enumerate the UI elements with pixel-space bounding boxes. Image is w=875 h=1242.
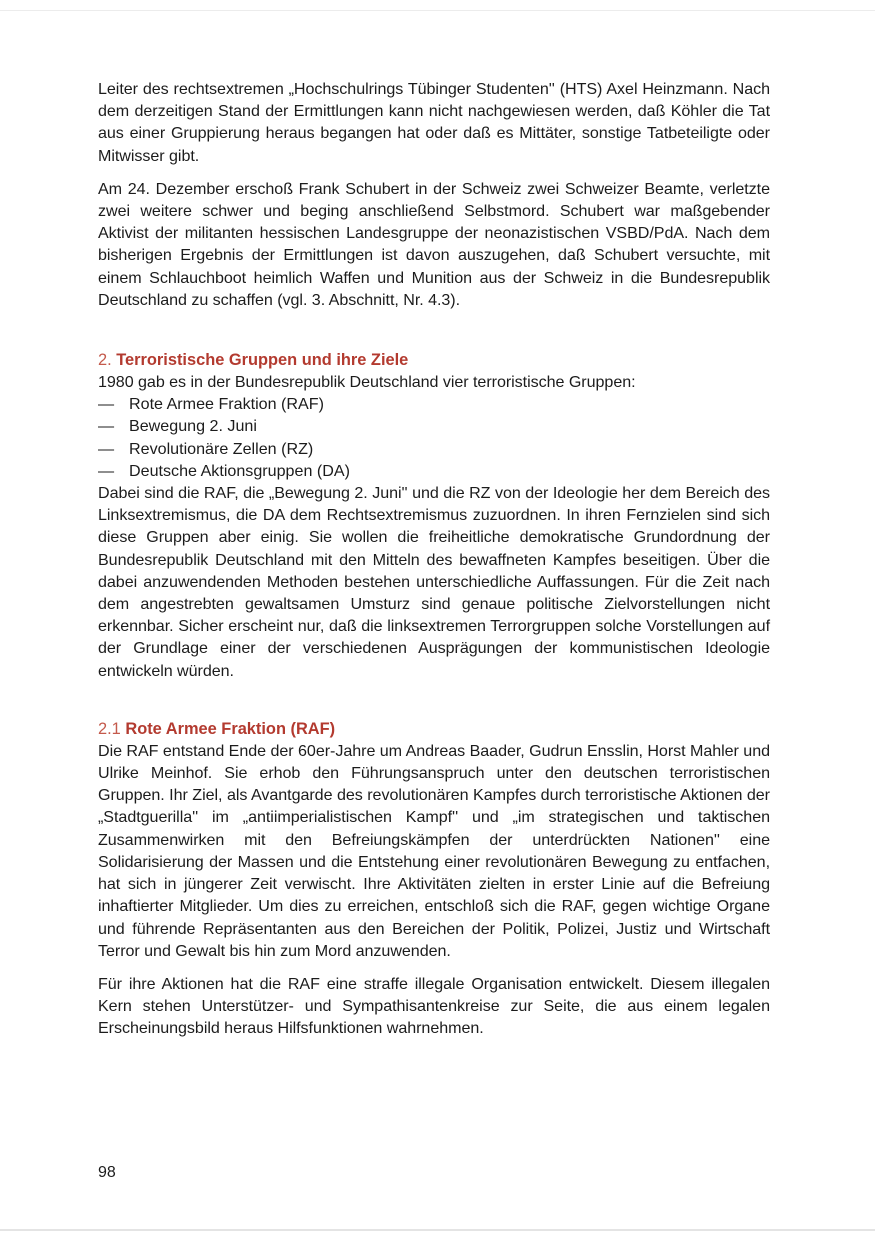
section-number: 2.1 [98,719,121,738]
list-item [98,393,770,415]
dash-marker: — [98,439,115,458]
section-heading-2-1 [98,718,770,740]
section-heading-2 [98,349,770,371]
list-item [98,438,770,460]
dash-marker: — [98,461,115,480]
list-item-text: Revolutionäre Zellen (RZ) [129,439,314,458]
list-item-text: Bewegung 2. Juni [129,417,257,436]
scan-bottom-edge [0,1229,875,1231]
section-2-lead: 1980 gab es in der Bundesrepublik Deutschland vier terroristische Gruppen: [98,373,636,392]
dash-marker: — [98,395,115,414]
section-2-1-paragraph-2: Für ihre Aktionen hat die RAF eine straffe illegale Organisation entwickelt. Diesem illegalen Kern stehen Unterstützer- und Sympathisantenkreise zur Seite, die aus einem legalen Erscheinungsbild heraus Hilfsfunktionen wahrnehmen. [98,974,770,1038]
section-2-1-paragraph-1: Die RAF entstand Ende der 60er-Jahre um Andreas Baader, Gudrun Ensslin, Horst Mahler und Ulrike Meinhof. Sie erhob den Führungsanspruch unter den deutschen terroristischen Gruppen. Ihr Ziel, als Avantgarde des revolutionären Kampfes durch terroristische Aktionen der „Stadtguerilla'' im „antiimperialistischen Kampf'' und „im strategischen und taktischen Zusammenwirken mit den Befreiungskämpfen der unterdrückten Nationen'' eine Solidarisierung der Massen und die Entstehung einer revolutionären Bewegung zu entfachen, hat sich in jüngerer Zeit verwischt. Ihre Aktivitäten zielten in erster Linie auf die Befreiung inhaftierter Mitglieder. Um dies zu erreichen, entschloß sich die RAF, gegen wichtige Organe und führende Repräsentanten aus den Bereichen der Politik, Polizei, Justiz und Wirtschaft Terror und Gewalt bis hin zum Mord anzuwenden. [98,741,770,960]
section-number: 2. [98,351,112,370]
section-2-body: Dabei sind die RAF, die „Bewegung 2. Juni'' und die RZ von der Ideologie her dem Bereich des Linksextremismus, die DA dem Rechtsextremismus zuzuordnen. In ihren Fernzielen sind sich diese Gruppen aber einig. Sie wollen die freiheitliche demokratische Grundordnung der Bundesrepublik Deutschland mit den Mitteln des bewaffneten Kampfes beseitigen. Über die dabei anzuwendenden Methoden bestehen unterschiedliche Auffassungen. Für die Zeit nach dem angestrebten gewaltsamen Umsturz sind genaue politische Zielvorstellungen nicht erkennbar. Sicher erscheint nur, daß die linksextremen Terrorgruppen solche Vorstellungen auf der Grundlage einer der verschiedenen Ausprägungen der kommunistischen Ideologie entwickeln würden. [98,484,770,680]
paragraph-intro-2: Am 24. Dezember erschoß Frank Schubert in der Schweiz zwei Schweizer Beamte, verletzte zwei weitere schwer und beging anschließend Selbstmord. Schubert war maßgebender Aktivist der militanten hessischen Landesgruppe der neonazistischen VSBD/PdA. Nach dem bisherigen Ergebnis der Ermittlungen ist davon auszugehen, daß Schubert versuchte, mit einem Schlauchboot heimlich Waffen und Munition aus der Schweiz in die Bundesrepublik Deutschland zu schaffen (vgl. 3. Abschnitt, Nr. 4.3). [98,179,770,309]
section-title: Rote Armee Fraktion (RAF) [125,719,336,738]
list-item-text: Rote Armee Fraktion (RAF) [129,395,324,414]
paragraph-intro-1: Leiter des rechtsextremen „Hochschulrings Tübinger Studenten'' (HTS) Axel Heinzmann. Nach dem derzeitigen Stand der Ermittlungen kann nicht nachgewiesen werden, daß Köhler die Tat aus einer Gruppierung heraus begangen hat oder daß es Mittäter, sonstige Tatbeteiligte oder Mitwisser gibt. [98,80,770,165]
terror-groups-list [98,393,770,482]
list-item [98,415,770,437]
page-content [98,78,770,1040]
section-title: Terroristische Gruppen und ihre Ziele [116,351,409,370]
dash-marker: — [98,417,115,436]
scan-top-edge [0,10,875,11]
page-number: 98 [98,1164,116,1181]
list-item [98,460,770,482]
list-item-text: Deutsche Aktionsgruppen (DA) [129,461,350,480]
